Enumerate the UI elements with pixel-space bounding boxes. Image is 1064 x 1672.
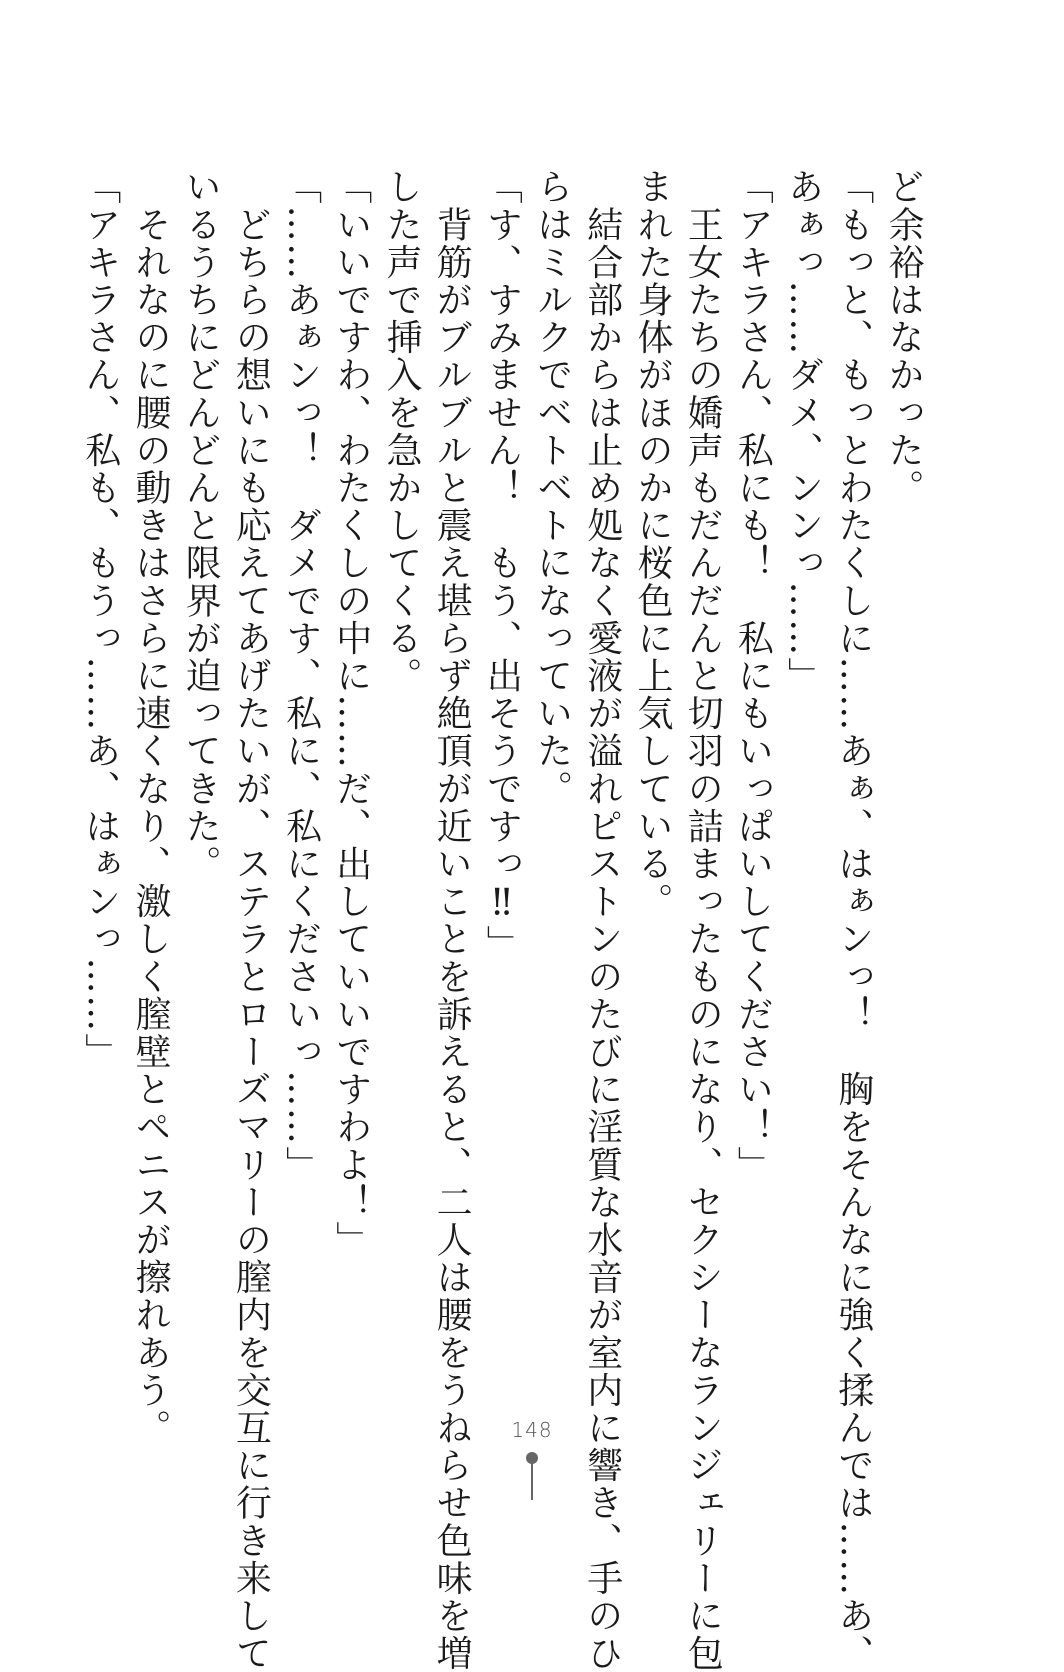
text-line: まれた身体がほのかに桜色に上気している。 [631,168,673,920]
text-line: 「いいですわ、わたくしの中に……だ、出していいですわよ！」 [330,168,372,1259]
text-line: 背筋がブルブルと震え堪らず絶頂が近いことを訴えると、二人は腰をうねらせ色味を増 [431,168,473,1672]
text-line: いるうちにどんどんと限界が迫ってきた。 [180,168,222,883]
text-line: それなのに腰の動きはさらに速くなり、激しく膣壁とペニスが擦れあう。 [129,168,171,1447]
page-ornament-icon [526,1452,538,1500]
text-line: あぁっ……ダメ、ンンっ……」 [782,168,824,695]
ornament-line [531,1462,533,1500]
text-line: 「アキラさん、私も、もうっ……あ、はぁンっ……」 [79,168,121,1071]
text-line: 「す、すみません！ もう、出そうですっ‼」 [481,168,523,963]
page-number: 148 [511,1418,553,1442]
text-line: 「もっと、もっとわたくしに……あぁ、はぁンっ！ 胸をそんなに強く揉んでは……あ、 [832,168,874,1672]
text-line: した声で挿入を急かしてくる。 [380,168,422,695]
text-line: ど余裕はなかった。 [883,168,924,507]
text-line: 「……あぁンっ！ ダメです、私に、私にくださいっ……」 [280,168,322,1184]
text-line: どちらの想いにも応えてあげたいが、ステラとローズマリーの膣内を交互に行き来して [230,168,272,1672]
text-line: 結合部からは止め処なく愛液が溢れピストンのたびに淫質な水音が室内に響き、手のひ [581,168,623,1672]
text-line: らはミルクでベトベトになっていた。 [531,168,573,808]
text-line: 「アキラさん、私にも！ 私にもいっぱいしてください！」 [732,168,774,1184]
text-line: 王女たちの嬌声もだんだんと切羽の詰まったものになり、セクシーなランジェリーに包 [682,168,724,1672]
